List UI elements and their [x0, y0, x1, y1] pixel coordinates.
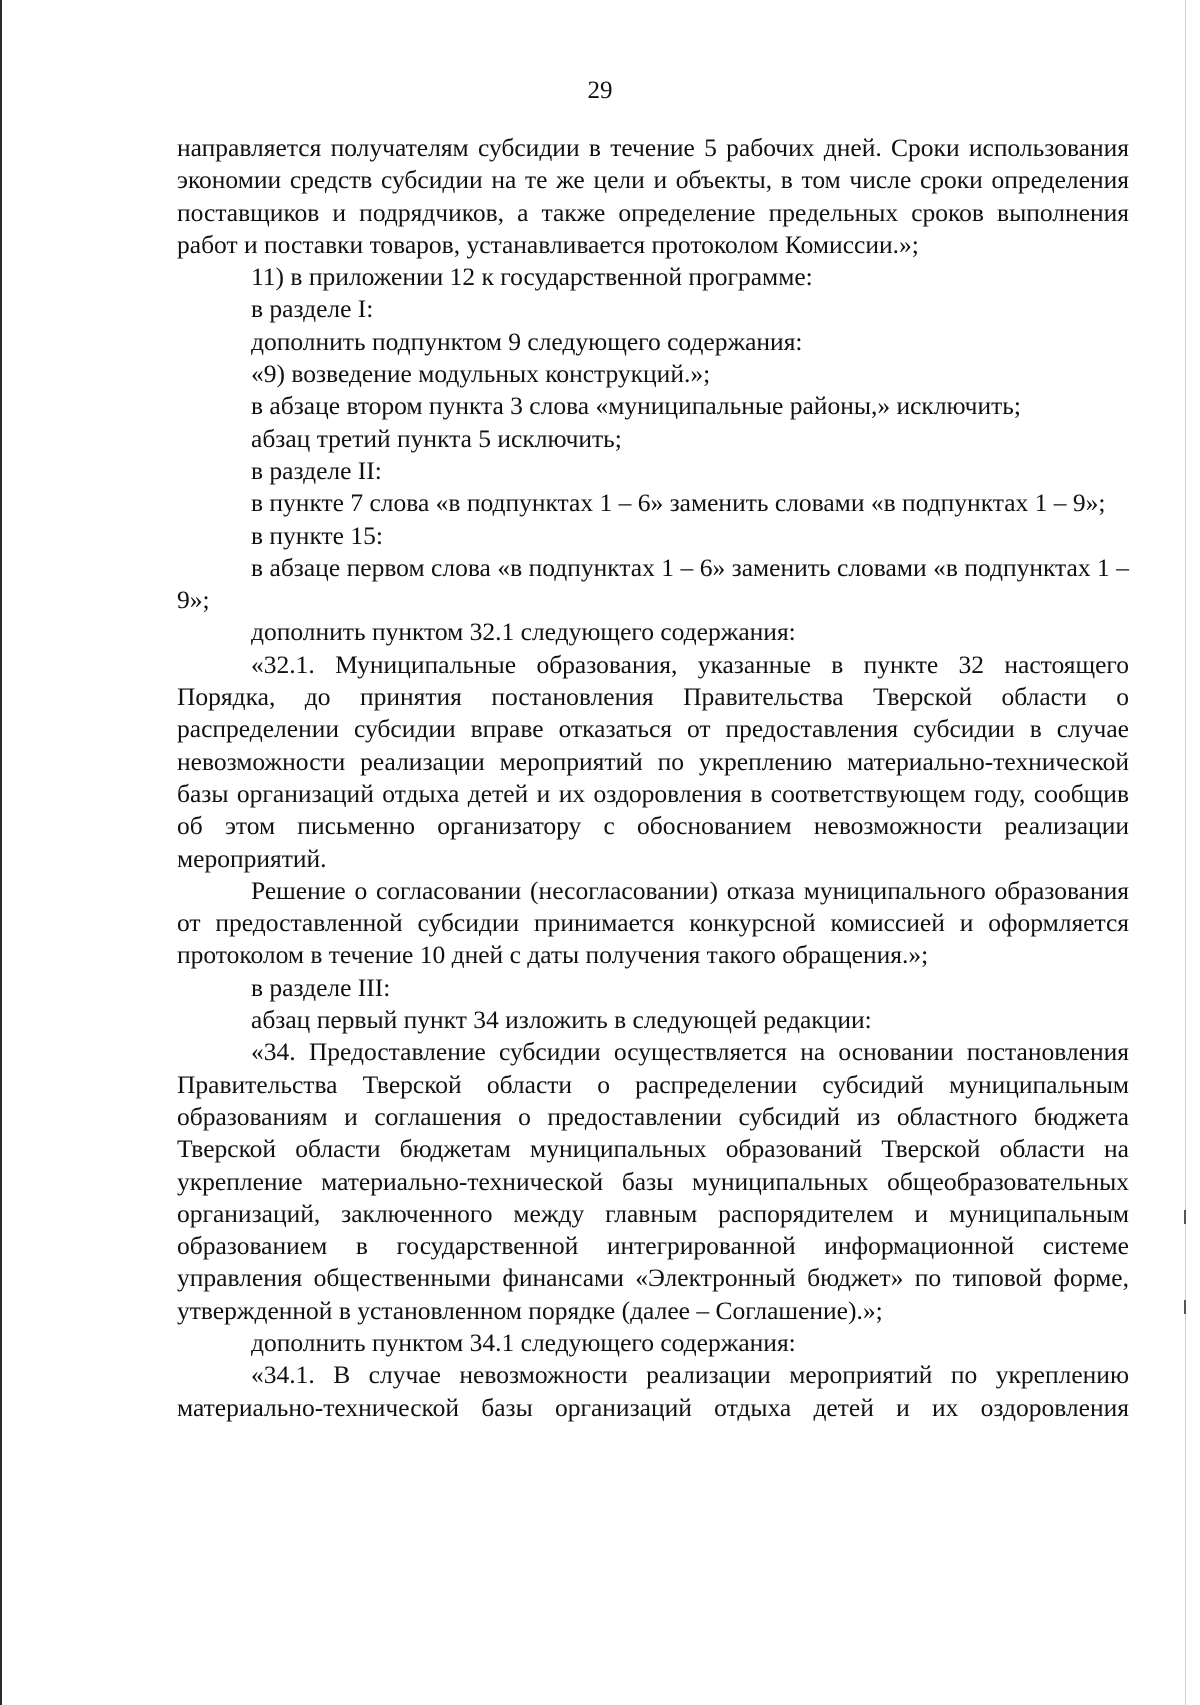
scan-edge-right — [1185, 0, 1186, 1705]
paragraph: в разделе III: — [251, 972, 391, 1002]
paragraph: «9) возведение модульных конструкций.»; — [251, 359, 711, 389]
paragraph: направляется получателям субсидии в течение 5 рабочих дней. Сроки использования экономии средств субсидии на те же цели и объекты, в том числе сроки определения поставщиков и подрядчиков, а также определение предельных сроков выполнения работ и поставки товаров, устанавливается протоколом Комиссии.»; — [177, 133, 1129, 259]
paragraph: 11) в приложении 12 к государственной программе: — [251, 262, 813, 292]
paragraph: в абзаце первом слова «в подпунктах 1 – 6» заменить словами «в подпунктах 1 – 9»; — [177, 552, 1129, 615]
paragraph: в разделе II: — [251, 455, 382, 485]
paragraph: «32.1. Муниципальные образования, указанные в пункте 32 настоящего Порядка, до принятия постановления Правительства Тверской области о распределении субсидии вправе отказаться от предоставления субсидии в случае невозможности реализации мероприятий по укреплению материально-технической базы организаций отдыха детей и их оздоровления в соответствующем году, сообщив об этом письменно организатору с обоснованием невозможности реализации мероприятий. — [177, 649, 1129, 873]
paragraph: абзац первый пункт 34 изложить в следующей редакции: — [251, 1005, 872, 1035]
document-body — [177, 132, 1129, 1424]
paragraph: дополнить пунктом 34.1 следующего содержания: — [251, 1327, 796, 1357]
page-number: 29 — [587, 77, 613, 104]
paragraph: «34.1. В случае невозможности реализации мероприятий по укреплению материально-технической базы организаций отдыха детей и их оздоровления — [177, 1360, 1129, 1422]
paragraph: в пункте 7 слова «в подпунктах 1 – 6» заменить словами «в подпунктах 1 – 9»; — [251, 488, 1106, 518]
paragraph: в разделе I: — [251, 294, 374, 324]
paragraph: «34. Предоставление субсидии осуществляется на основании постановления Правительства Тверской области о распределении субсидий муниципальным образованиям и соглашения о предоставлении субсидий из областного бюджета Тверской области бюджетам муниципальных образований Тверской области на укрепление материально-технической базы муниципальных общеобразовательных организаций, заключенного между главным распорядителем и муниципальным образованием в государственной интегрированной информационной системе управления общественными финансами «Электронный бюджет» по типовой форме, утвержденной в установленном порядке (далее – Соглашение).»; — [177, 1037, 1129, 1325]
paragraph: в пункте 15: — [251, 520, 383, 550]
scan-mark — [1184, 1210, 1186, 1224]
paragraph: абзац третий пункта 5 исключить; — [251, 423, 622, 453]
paragraph: дополнить пунктом 32.1 следующего содержания: — [251, 617, 796, 647]
paragraph: Решение о согласовании (несогласовании) отказа муниципального образования от предоставленной субсидии принимается конкурсной комиссией и оформляется протоколом в течение 10 дней с даты получения такого обращения.»; — [177, 875, 1129, 970]
scan-edge-left — [0, 0, 2, 1705]
scan-mark — [1184, 1300, 1186, 1314]
paragraph: дополнить подпунктом 9 следующего содержания: — [251, 326, 803, 356]
paragraph: в абзаце втором пункта 3 слова «муниципальные районы,» исключить; — [251, 391, 1021, 421]
